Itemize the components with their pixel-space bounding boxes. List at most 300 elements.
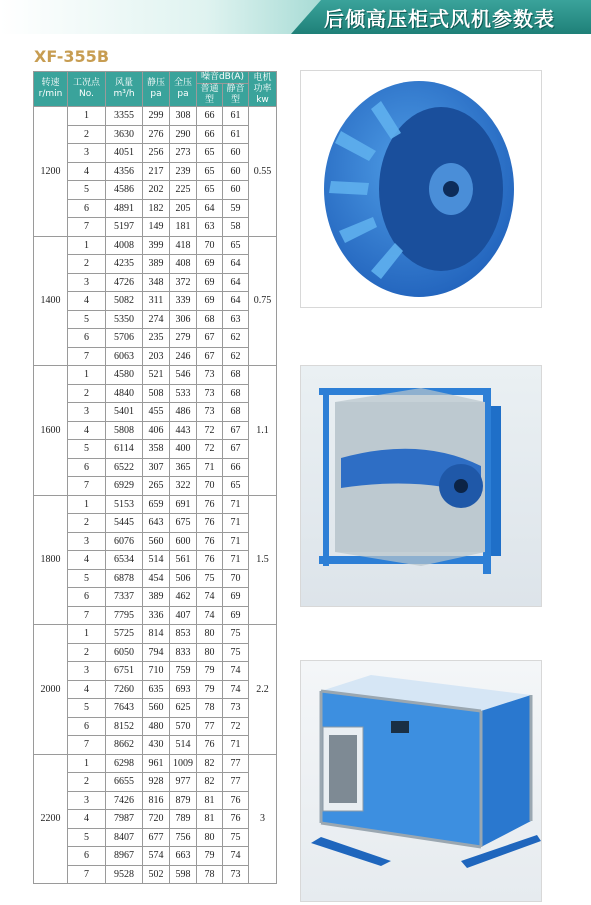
table-cell: 2 [68, 125, 106, 144]
table-cell: 69 [223, 588, 249, 607]
table-cell: 63 [223, 310, 249, 329]
table-cell: 78 [197, 865, 223, 884]
table-cell: 79 [197, 680, 223, 699]
header-noise-silent: 静音型 [223, 84, 249, 107]
table-cell: 521 [143, 366, 170, 385]
table-cell: 574 [143, 847, 170, 866]
table-cell: 80 [197, 828, 223, 847]
table-cell: 1 [68, 107, 106, 126]
table-cell: 73 [223, 865, 249, 884]
table-row [34, 495, 277, 514]
table-row [34, 662, 277, 681]
table-cell: 61 [223, 125, 249, 144]
table-cell: 4235 [106, 255, 143, 274]
table-cell: 480 [143, 717, 170, 736]
table-cell: 693 [170, 680, 197, 699]
table-cell: 879 [170, 791, 197, 810]
table-cell: 677 [143, 828, 170, 847]
table-cell: 454 [143, 569, 170, 588]
table-cell: 5350 [106, 310, 143, 329]
table-cell: 759 [170, 662, 197, 681]
table-row [34, 403, 277, 422]
table-cell: 6298 [106, 754, 143, 773]
table-cell: 635 [143, 680, 170, 699]
table-cell: 4008 [106, 236, 143, 255]
motor-power-cell: 2.2 [249, 625, 277, 755]
table-cell: 70 [197, 477, 223, 496]
table-cell: 928 [143, 773, 170, 792]
table-cell: 462 [170, 588, 197, 607]
table-cell: 7 [68, 347, 106, 366]
table-cell: 6076 [106, 532, 143, 551]
table-cell: 7795 [106, 606, 143, 625]
table-row [34, 458, 277, 477]
table-cell: 6 [68, 329, 106, 348]
table-cell: 561 [170, 551, 197, 570]
table-cell: 66 [197, 125, 223, 144]
table-cell: 78 [197, 699, 223, 718]
table-cell: 546 [170, 366, 197, 385]
table-cell: 217 [143, 162, 170, 181]
table-cell: 560 [143, 532, 170, 551]
table-row [34, 680, 277, 699]
table-cell: 71 [223, 514, 249, 533]
table-cell: 74 [223, 847, 249, 866]
table-cell: 68 [223, 366, 249, 385]
table-cell: 418 [170, 236, 197, 255]
table-cell: 455 [143, 403, 170, 422]
fan-frame-photo [300, 365, 542, 607]
table-cell: 73 [197, 403, 223, 422]
table-cell: 76 [197, 736, 223, 755]
table-cell: 7 [68, 865, 106, 884]
table-cell: 6534 [106, 551, 143, 570]
table-cell: 6929 [106, 477, 143, 496]
table-cell: 75 [223, 643, 249, 662]
table-row [34, 347, 277, 366]
table-cell: 389 [143, 255, 170, 274]
table-cell: 675 [170, 514, 197, 533]
table-cell: 1 [68, 236, 106, 255]
table-cell: 71 [223, 495, 249, 514]
table-cell: 66 [197, 107, 223, 126]
table-cell: 5153 [106, 495, 143, 514]
table-cell: 4580 [106, 366, 143, 385]
table-cell: 5 [68, 828, 106, 847]
table-cell: 1009 [170, 754, 197, 773]
table-cell: 65 [197, 162, 223, 181]
table-cell: 3 [68, 791, 106, 810]
table-cell: 348 [143, 273, 170, 292]
table-cell: 75 [197, 569, 223, 588]
table-row [34, 606, 277, 625]
table-row [34, 421, 277, 440]
cabinet-fan-photo [300, 660, 542, 902]
table-cell: 5 [68, 310, 106, 329]
table-cell: 372 [170, 273, 197, 292]
table-cell: 6063 [106, 347, 143, 366]
table-cell: 75 [223, 625, 249, 644]
table-cell: 290 [170, 125, 197, 144]
table-cell: 6 [68, 847, 106, 866]
table-cell: 4 [68, 162, 106, 181]
table-row [34, 791, 277, 810]
table-row [34, 107, 277, 126]
table-cell: 365 [170, 458, 197, 477]
table-cell: 79 [197, 847, 223, 866]
table-row [34, 736, 277, 755]
table-cell: 2 [68, 643, 106, 662]
spec-table [33, 71, 277, 884]
table-cell: 182 [143, 199, 170, 218]
table-cell: 1 [68, 495, 106, 514]
table-cell: 8662 [106, 736, 143, 755]
table-cell: 8967 [106, 847, 143, 866]
table-cell: 71 [223, 736, 249, 755]
table-cell: 339 [170, 292, 197, 311]
table-cell: 202 [143, 181, 170, 200]
table-cell: 408 [170, 255, 197, 274]
table-cell: 514 [143, 551, 170, 570]
table-cell: 8152 [106, 717, 143, 736]
table-cell: 710 [143, 662, 170, 681]
table-cell: 76 [197, 495, 223, 514]
table-cell: 80 [197, 625, 223, 644]
table-cell: 600 [170, 532, 197, 551]
header-banner [0, 0, 591, 34]
table-cell: 853 [170, 625, 197, 644]
table-cell: 68 [197, 310, 223, 329]
table-cell: 82 [197, 773, 223, 792]
table-row [34, 310, 277, 329]
table-cell: 5082 [106, 292, 143, 311]
table-cell: 1 [68, 366, 106, 385]
speed-cell: 2000 [34, 625, 68, 755]
table-cell: 308 [170, 107, 197, 126]
header-motor: 电机 功率kw [249, 72, 277, 107]
table-cell: 389 [143, 588, 170, 607]
table-cell: 74 [223, 662, 249, 681]
table-row [34, 440, 277, 459]
table-cell: 4 [68, 810, 106, 829]
table-cell: 276 [143, 125, 170, 144]
motor-power-cell: 1.5 [249, 495, 277, 625]
table-cell: 6 [68, 588, 106, 607]
table-cell: 430 [143, 736, 170, 755]
motor-power-cell: 1.1 [249, 366, 277, 496]
table-cell: 59 [223, 199, 249, 218]
table-cell: 533 [170, 384, 197, 403]
table-cell: 8407 [106, 828, 143, 847]
table-cell: 4 [68, 680, 106, 699]
table-cell: 4726 [106, 273, 143, 292]
table-cell: 4891 [106, 199, 143, 218]
header-noise: 噪音dB(A) [197, 72, 249, 84]
table-cell: 691 [170, 495, 197, 514]
table-cell: 5725 [106, 625, 143, 644]
table-cell: 73 [197, 366, 223, 385]
table-cell: 514 [170, 736, 197, 755]
table-cell: 273 [170, 144, 197, 163]
table-cell: 67 [197, 347, 223, 366]
table-cell: 443 [170, 421, 197, 440]
table-row [34, 199, 277, 218]
header-condition: 工况点 No. [68, 72, 106, 107]
table-row [34, 181, 277, 200]
table-cell: 7426 [106, 791, 143, 810]
table-cell: 814 [143, 625, 170, 644]
table-cell: 246 [170, 347, 197, 366]
table-cell: 2 [68, 514, 106, 533]
table-row [34, 810, 277, 829]
table-row [34, 551, 277, 570]
table-cell: 62 [223, 347, 249, 366]
table-cell: 5197 [106, 218, 143, 237]
table-cell: 6878 [106, 569, 143, 588]
table-cell: 4840 [106, 384, 143, 403]
table-cell: 977 [170, 773, 197, 792]
table-row [34, 366, 277, 385]
table-cell: 6 [68, 199, 106, 218]
table-cell: 76 [223, 791, 249, 810]
table-cell: 7 [68, 477, 106, 496]
table-cell: 659 [143, 495, 170, 514]
table-cell: 6522 [106, 458, 143, 477]
table-cell: 73 [197, 384, 223, 403]
table-row [34, 255, 277, 274]
table-cell: 5 [68, 569, 106, 588]
table-cell: 60 [223, 181, 249, 200]
table-row [34, 514, 277, 533]
table-cell: 79 [197, 662, 223, 681]
table-cell: 399 [143, 236, 170, 255]
table-cell: 69 [197, 255, 223, 274]
table-cell: 74 [197, 606, 223, 625]
table-row [34, 532, 277, 551]
table-cell: 256 [143, 144, 170, 163]
table-cell: 2 [68, 255, 106, 274]
table-row [34, 236, 277, 255]
table-cell: 598 [170, 865, 197, 884]
table-cell: 1 [68, 625, 106, 644]
table-cell: 506 [170, 569, 197, 588]
fan-frame-illustration [301, 366, 541, 606]
table-row [34, 384, 277, 403]
table-cell: 65 [197, 144, 223, 163]
table-cell: 205 [170, 199, 197, 218]
header-speed: 转速 r/min [34, 72, 68, 107]
table-row [34, 569, 277, 588]
table-cell: 358 [143, 440, 170, 459]
table-cell: 299 [143, 107, 170, 126]
table-cell: 68 [223, 384, 249, 403]
table-cell: 77 [223, 773, 249, 792]
table-row [34, 273, 277, 292]
table-cell: 322 [170, 477, 197, 496]
table-cell: 7 [68, 606, 106, 625]
table-cell: 181 [170, 218, 197, 237]
table-cell: 2 [68, 384, 106, 403]
table-cell: 570 [170, 717, 197, 736]
table-cell: 64 [197, 199, 223, 218]
table-cell: 311 [143, 292, 170, 311]
table-cell: 65 [197, 181, 223, 200]
table-row [34, 292, 277, 311]
table-cell: 6050 [106, 643, 143, 662]
table-cell: 5706 [106, 329, 143, 348]
table-cell: 66 [223, 458, 249, 477]
table-cell: 336 [143, 606, 170, 625]
table-cell: 274 [143, 310, 170, 329]
model-number: XF-355B [34, 47, 110, 66]
table-cell: 4 [68, 292, 106, 311]
table-row [34, 865, 277, 884]
table-row [34, 218, 277, 237]
speed-cell: 1800 [34, 495, 68, 625]
table-cell: 74 [223, 680, 249, 699]
table-cell: 60 [223, 162, 249, 181]
table-cell: 70 [223, 569, 249, 588]
table-cell: 81 [197, 791, 223, 810]
speed-cell: 2200 [34, 754, 68, 884]
table-cell: 82 [197, 754, 223, 773]
table-cell: 961 [143, 754, 170, 773]
table-row [34, 329, 277, 348]
impeller-illustration [301, 71, 541, 307]
table-cell: 69 [197, 292, 223, 311]
table-cell: 75 [223, 828, 249, 847]
table-cell: 67 [197, 329, 223, 348]
table-cell: 72 [197, 440, 223, 459]
table-cell: 3355 [106, 107, 143, 126]
table-cell: 6 [68, 717, 106, 736]
table-cell: 560 [143, 699, 170, 718]
table-cell: 5445 [106, 514, 143, 533]
table-cell: 3 [68, 403, 106, 422]
table-cell: 7 [68, 218, 106, 237]
table-cell: 5 [68, 440, 106, 459]
table-cell: 71 [223, 551, 249, 570]
header-noise-normal: 普通型 [197, 84, 223, 107]
table-cell: 80 [197, 643, 223, 662]
table-cell: 58 [223, 218, 249, 237]
table-cell: 789 [170, 810, 197, 829]
table-cell: 76 [223, 810, 249, 829]
table-row [34, 847, 277, 866]
table-cell: 5 [68, 181, 106, 200]
table-cell: 5 [68, 699, 106, 718]
header-total-pressure: 全压 pa [170, 72, 197, 107]
table-row [34, 162, 277, 181]
table-cell: 7 [68, 736, 106, 755]
table-row [34, 643, 277, 662]
motor-power-cell: 3 [249, 754, 277, 884]
table-cell: 279 [170, 329, 197, 348]
table-cell: 4051 [106, 144, 143, 163]
table-cell: 720 [143, 810, 170, 829]
motor-power-cell: 0.55 [249, 107, 277, 237]
table-row [34, 144, 277, 163]
table-cell: 65 [223, 236, 249, 255]
table-cell: 6655 [106, 773, 143, 792]
table-cell: 76 [197, 532, 223, 551]
table-cell: 486 [170, 403, 197, 422]
table-cell: 265 [143, 477, 170, 496]
table-cell: 74 [197, 588, 223, 607]
table-cell: 239 [170, 162, 197, 181]
table-cell: 3 [68, 662, 106, 681]
table-cell: 4 [68, 421, 106, 440]
table-cell: 77 [197, 717, 223, 736]
cabinet-fan-illustration [301, 661, 541, 901]
table-cell: 406 [143, 421, 170, 440]
table-cell: 235 [143, 329, 170, 348]
table-cell: 7337 [106, 588, 143, 607]
table-cell: 6 [68, 458, 106, 477]
table-cell: 77 [223, 754, 249, 773]
table-cell: 502 [143, 865, 170, 884]
table-row [34, 588, 277, 607]
table-cell: 64 [223, 255, 249, 274]
table-cell: 60 [223, 144, 249, 163]
table-cell: 1 [68, 754, 106, 773]
table-cell: 6114 [106, 440, 143, 459]
table-cell: 663 [170, 847, 197, 866]
table-cell: 816 [143, 791, 170, 810]
table-cell: 64 [223, 273, 249, 292]
table-cell: 68 [223, 403, 249, 422]
table-cell: 69 [223, 606, 249, 625]
speed-cell: 1600 [34, 366, 68, 496]
table-cell: 4356 [106, 162, 143, 181]
table-cell: 307 [143, 458, 170, 477]
table-cell: 833 [170, 643, 197, 662]
table-cell: 4586 [106, 181, 143, 200]
table-cell: 81 [197, 810, 223, 829]
table-cell: 3 [68, 532, 106, 551]
table-cell: 225 [170, 181, 197, 200]
table-cell: 5808 [106, 421, 143, 440]
table-cell: 67 [223, 421, 249, 440]
header-static-pressure: 静压 pa [143, 72, 170, 107]
table-cell: 149 [143, 218, 170, 237]
table-cell: 72 [197, 421, 223, 440]
impeller-photo [300, 70, 542, 308]
table-cell: 7643 [106, 699, 143, 718]
table-cell: 625 [170, 699, 197, 718]
header-airflow: 风量 m³/h [106, 72, 143, 107]
table-row [34, 477, 277, 496]
table-cell: 76 [197, 551, 223, 570]
table-row [34, 754, 277, 773]
table-cell: 407 [170, 606, 197, 625]
table-cell: 70 [197, 236, 223, 255]
table-cell: 71 [197, 458, 223, 477]
table-cell: 7987 [106, 810, 143, 829]
table-cell: 400 [170, 440, 197, 459]
table-cell: 9528 [106, 865, 143, 884]
speed-cell: 1200 [34, 107, 68, 237]
table-cell: 6751 [106, 662, 143, 681]
table-row [34, 773, 277, 792]
table-cell: 63 [197, 218, 223, 237]
table-cell: 3 [68, 273, 106, 292]
table-row [34, 625, 277, 644]
table-cell: 61 [223, 107, 249, 126]
table-cell: 71 [223, 532, 249, 551]
table-cell: 7260 [106, 680, 143, 699]
table-cell: 69 [197, 273, 223, 292]
